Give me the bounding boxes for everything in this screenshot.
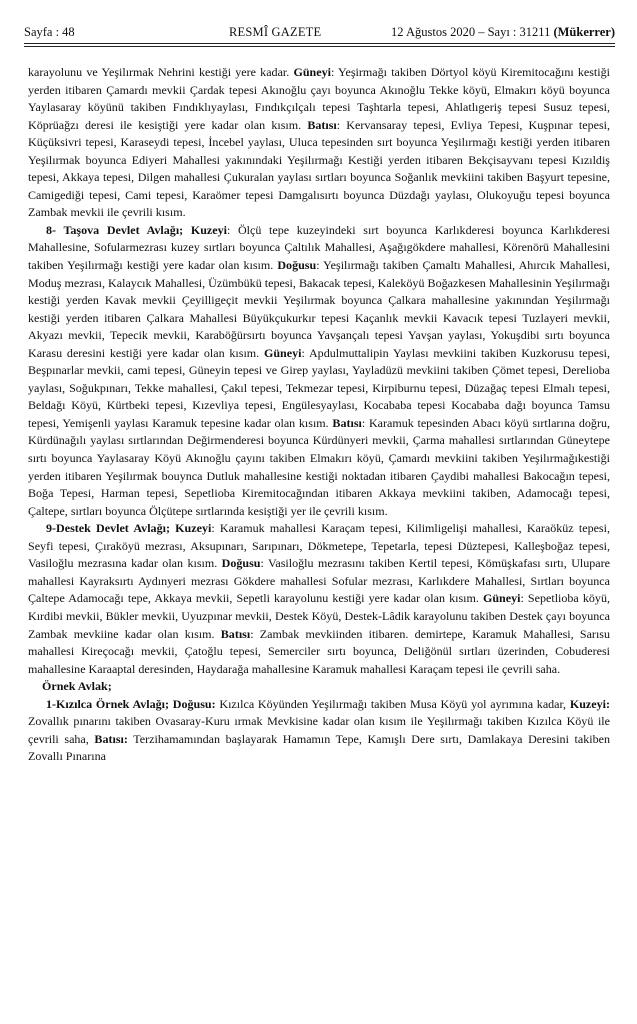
text-run: : Sepetlioba köyü, Kırdibi mevkii, Bükler mevkii, Uyuzpınar mevkii, Destek Köyü, Destek-Lâdik karayolunu takiben Destek çayı boyunca Zambak mevkiine kadar olan kısım. [28, 591, 610, 641]
paragraph-kizilca-avlagi [28, 696, 610, 766]
heading-destek: 9-Destek Devlet Avlağı; Kuzeyi [46, 521, 212, 536]
document-body [28, 64, 610, 766]
text-run: Zovallık pınarını takiben Ovasaray-Kuru ırmak Mevkisine kadar olan kısım ile Yeşilırmağı takiben Kızılca Köyü ile çevrili saha, [28, 714, 610, 746]
page-number: Sayfa : 48 [24, 25, 75, 39]
heading-east: Doğusu [221, 556, 261, 571]
issue-info [391, 22, 615, 42]
gazette-title: RESMÎ GAZETE [229, 25, 322, 39]
heading-west: Batısı: [94, 731, 128, 746]
text-run: : Yeşirmağı takiben Dörtyol köyü Kiremitocağını kestiği yerden itibaren Çamardı mevkii Çardak tepesi Akınoğlu çayı boyunca Akınoğlu Tekke köyü, Elmakırı köyü boyunca Yaylasaray köyünü takiben Fındıklıyaylası, Fındıkçılçalı tepesi Taşhtarla tepesi, Ahlatlıgeriş tepesi Susuz tepesi, Köprüağzı deresi ile kesiştiği yere kadar olan kısım. [28, 65, 610, 132]
text-run: karayolunu ve Yeşilırmak Nehrini kestiği yere kadar. [28, 65, 294, 79]
issue-supplement: (Mükerrer) [553, 25, 615, 39]
text-run: : Zambak mevkiinden itibaren. demirtepe, Karamuk Mahallesi, Sarısu mahallesi Kireçocağı mevkii, Çatoğlu tepesi, Semerciler sırtı boyunca, Deliğönül sırtları üzerinden, Cobuderesi mahallesine Karaaptal deresinden, Haydarağa mahallesine Karamuk mahallesi Karaçam tepesi ile çevrili saha. [28, 626, 610, 676]
heading-tasova: 8- Taşova Devlet Avlağı; Kuzeyi [46, 222, 227, 237]
paragraph-destek-avlagi [28, 520, 610, 678]
text-run: : Yeşilırmağı takiben Çamaltı Mahallesi, Ahırcık Mahallesi, Moduş mezrası, Kalaycık Mahallesi, Üzümbükü tepesi, Bakacak tepesi, Kaleköyü Boğazkesen Mahallesinin Yeşilırmağı kestiği yerden Kavak mevkii Çeyilligeçit mevkii Yeşilırmak boyunca Çalkara mahallesine yakınından Yeşilırmağı kestiği yerden itibaren Çalkara Mahallesi Büyükçukurkır tepesi Kaçanlık mevkii Kavacık tepesi Tuzlayeri mevkii, Akyazı mevkii, Tepecik mevkii, Karaböğürsırtı boyunca Yavşançalı tepesi Yavşan yaylası, Yokuşdibi sırtı boyunca Karasu deresini kestiği yere kadar olan kısım. [28, 258, 610, 360]
text-run: : Vasiloğlu mezrasını takiben Kertil tepesi, Kömüşkafası sırtı, Ulupare mahallesi Kayraksırtı Aydınyeri mezrası Gökdere mahallesi Sofular mezrası, Karlıkdere Mahallesi, Sırtları boyunca Çaltepe Adamocağı tepe, Akkaya mevkii, Sepetli karayolunu kestiği yere kadar olan kısım. [28, 556, 610, 606]
header-rule-thin [24, 46, 615, 47]
heading-east: Doğusu [277, 258, 317, 273]
text-run: : Kervansaray tepesi, Evliya Tepesi, Kuşpınar tepesi, Küçüksivri tepesi, Karaseydi tepesi, İncebel yaylası, Uluca tepesinden sırt boyunca Yeşilırmağı kestiği yerden itibaren Yeşilırmak boyunca Ediyeri Mahallesi yakınındaki Yeşilırmağı Kestiği yerden itibaren Bekçisayvanı tepesi Kızıldiş tepesi, Akkaya tepesi, Dilgen mahallesi Çukuralan yaylası sırtları boyunca Soğanlık mevkiini takiben Başyurt tepesine, Camigediği tepesi, Cami tepesi, Karaömer tepesi Damgalısırtı boyunca Düzdağı yaylası, Olukoyuğu tepesi boyunca Zambak mevkii ile çevrili kısım. [28, 117, 610, 220]
text-run: : Ölçü tepe kuzeyindeki sırt boyunca Karlıkderesi boyunca Karlıkderesi Mahallesine, Sofularmezrası kuzey sırtları boyunca Çaltılık Mahallesi, Aşağıgökdere mahallesi, Körenörü Mahallesini takiben Yeşilırmağı kestiği yere kadar olan kısım. [28, 222, 610, 273]
heading-south: Güneyi [263, 345, 302, 360]
heading-west: Batısı [307, 117, 337, 132]
text-run: Terzihamamından başlayarak Hamamın Tepe, Kamışlı Dere sırtı, Damlakaya Deresini takiben Zovallı Pınarına [28, 731, 610, 764]
text-run: : Karamuk tepesinden Abacı köyü sırtlarına doğru, Kürdünağılı yaylası sırtlarından Değirmenderesi boyunca Kürdünyeri mevkii, Çarma mahallesi sırtlarından Güneytepe sırtı boyunca Yaylasaray Köyü Akınoğlu çayını takiben Elmakırı köyü, Çamardı mevkiini takiben Yeşilırmağıkestiği yerden itibaren Yeşilırmak bouynca Dutluk mahallesine kestiği noktadan itibaren Çaydibi mahallesi Bakocağın tepesi, Boğa Tepesi, Harman tepesi, Sepetlioba Kiremitocağından itibaren Akkaya mevkiini takiben, Adamocağı tepesi, Çaltepe, sırtları boyunca Ölçütepe sırtlarında kesiştiği yer ile çevrili kısım. [28, 415, 610, 518]
heading-west: Batısı [220, 626, 251, 641]
paragraph-tasova-avlagi [28, 222, 610, 520]
text-run: : Apdulmuttalipin Yaylası mevkiini takiben Kuzkorusu tepesi, Beşpınarlar mevkii, cami tepesi, Güneyin tepesi ve Girep yaylası, Yayladüzü mevkiini takiben Çömet tepesi, Derelioba yaylası, Soğukpınarı, Tekke mahallesi, Çakıl tepesi, Tekmezar tepesi, Kirpiburnu tepesi, Düzağaç tepesi Elmalı tepesi, Beldağı Köyü, Kürtbeki tepesi, Kızevliya tepesi, Engülesyaylası, Kocababa tepesi Kocababa dağı boyunca Tamsu tepesi, Yemişenli yaylası Karamuk tepesine kadar olan kısım. [28, 345, 611, 430]
section-heading: Örnek Avlak; [42, 679, 112, 694]
heading-south: Güneyi [482, 591, 521, 606]
heading-west: Batısı [332, 415, 362, 430]
text-run: : Karamuk mahallesi Karaçam tepesi, Kilimligelişi mahallesi, Karaöküz tepesi, Seyfi tepesi, Çıraköyü mezrası, Aksupınarı, Sarıpınarı, Dökmetepe, Tepetarla, tepesi Düztepesi, Kalleşboğaz tepesi, Vasiloğlu mezrasına kadar olan kısım. [28, 521, 610, 571]
heading-north: Kuzeyi: [569, 696, 610, 711]
paragraph-boundaries-7 [28, 64, 610, 222]
heading-south: Güneyi [293, 65, 331, 79]
text-run: Kızılca Köyünden Yeşilırmağı takiben Musa Köyü yol ayrımına kadar, [215, 696, 570, 711]
section-title [28, 678, 610, 696]
page-header [24, 22, 615, 42]
header-rule-thick [24, 43, 615, 44]
issue-date-number: 12 Ağustos 2020 – Sayı : 31211 [391, 25, 551, 39]
heading-kizilca: 1-Kızılca Örnek Avlağı; Doğusu: [46, 696, 216, 711]
